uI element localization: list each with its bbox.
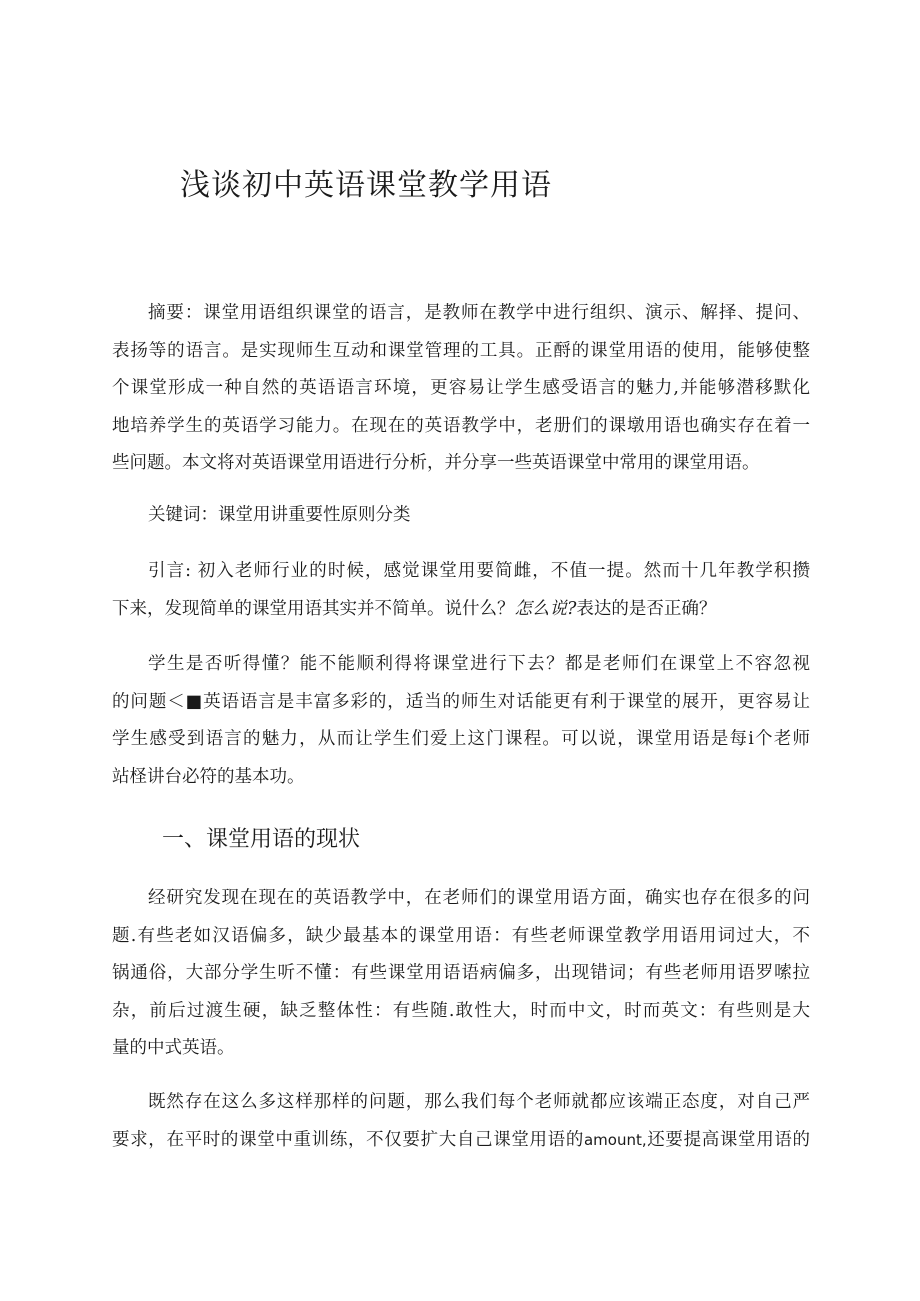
abstract-line: 表扬等的语言。是实现师生互动和课堂管理的工具。正酹的课堂用语的使用，能够使整: [112, 340, 810, 361]
keywords-paragraph: [112, 497, 810, 535]
body-paragraph-4: [112, 1084, 810, 1159]
paragraph-line: 杂，前后过渡生硬，缺乏整体性：有些随.敢性大，时而中文，时而英文：有些则是大: [112, 1000, 810, 1021]
english-word: amount,: [583, 1130, 647, 1149]
body-paragraph-2: [112, 646, 810, 796]
abstract-line: 些问题。本文将对英语课堂用语进行分析，并分享一些英语课堂中常用的课堂用语。: [112, 453, 760, 473]
intro-paragraph: [112, 553, 810, 628]
paragraph-line: 站柽讲台必符的基本功。: [112, 766, 305, 787]
keywords-line: 关键词：课堂用讲重要性原则分类: [148, 505, 411, 525]
paragraph-text: 还要提高课堂用语的: [646, 1129, 810, 1150]
paragraph-line: 既然存在这么多这样那样的问题，那么我们每个老师就都应该端正态度，对自己严: [148, 1092, 810, 1112]
abstract-line: 个课堂形成一种自然的英语语言环境，更容易让学生感受语言的魅力,并能够潜移默化: [112, 378, 810, 398]
intro-text: 下来，发现简单的课堂用语其实并不简单。说什么？: [112, 598, 515, 619]
paragraph-line: 量的中式英语。: [112, 1038, 235, 1058]
paragraph-line: 学生感受到语言的魅力，从而让学生们爱上这门课程。可以说，课堂用语是每i个老师: [112, 729, 810, 749]
intro-italic-text: 怎么说?: [514, 598, 577, 619]
paragraph-line: [112, 1122, 810, 1160]
paragraph-line: 学生是否听得懂？能不能顺利得将课堂进行下去？都是老师们在课堂上不容忽视: [148, 654, 810, 674]
abstract-line: 地培养学生的英语学习能力。在现在的英语教学中，老册们的课墩用语也确实存在着一: [112, 415, 810, 436]
paragraph-line: 的问题＜■英语语言是丰富多彩的，适当的师生对话能更有利于课堂的展开，更容易让: [112, 691, 810, 712]
intro-text: 表达的是否正确？: [576, 598, 717, 619]
paragraph-line: 题.有些老如汉语偏多，缺少最基本的课堂用语：有些老师课堂教学用语用词过大，不: [112, 925, 810, 946]
body-paragraph-3: [112, 880, 810, 1068]
abstract-line: 摘要：课堂用语组织课堂的语言，是教师在教学中进行组织、演示、解择、提问、: [148, 303, 810, 323]
paragraph-line: 锅通俗，大部分学生听不懂：有些课堂用语语病偏多，出现错词；有些老师用语罗嗦拉: [112, 963, 810, 983]
intro-line: [112, 591, 810, 629]
abstract-paragraph: [112, 295, 810, 483]
paragraph-text: 要求，在平时的课堂中重训练，不仅要扩大自己课堂用语的: [112, 1129, 584, 1150]
document-title: 浅谈初中英语课堂教学用语: [180, 168, 552, 203]
intro-line: 引言: 初入老师行业的时候，感觉课堂用要简雌，不值一提。然而十几年教学积攒: [148, 561, 810, 581]
section-heading: 一、课堂用语的现状: [162, 827, 361, 852]
paragraph-line: 经研究发现在现在的英语教学中，在老师们的课堂用语方面，确实也存在很多的问: [148, 888, 810, 908]
